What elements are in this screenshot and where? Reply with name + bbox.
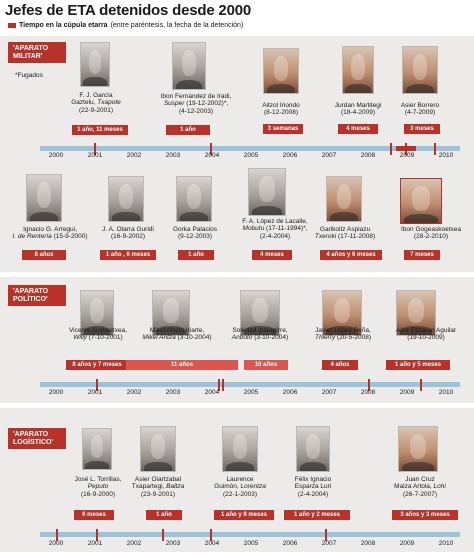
axis-year: 2009 xyxy=(399,389,415,396)
photo-esparza xyxy=(296,426,330,472)
photo-torrillas xyxy=(82,428,112,470)
axis-year: 2006 xyxy=(282,152,298,159)
person-name: Jurdan Martitegi (18-4-2009) xyxy=(334,102,382,117)
person-name: José L. Torrillas, Peputo (16-9-2000) xyxy=(74,476,122,498)
photo-oiartzabal xyxy=(140,426,176,472)
axis-year: 2007 xyxy=(321,389,337,396)
axis-year: 2008 xyxy=(360,540,376,547)
legend xyxy=(8,22,243,29)
time-badge: 1 año , 6 meses xyxy=(100,250,156,260)
person-name: Aitor Elizaran Aguilar (19-10-2009) xyxy=(395,327,457,342)
axis-year: 2002 xyxy=(126,152,142,159)
axis-year: 2008 xyxy=(360,152,376,159)
axis-year: 2003 xyxy=(165,540,181,547)
axis-year: 2002 xyxy=(126,540,142,547)
time-badge: 3 años y 3 meses xyxy=(392,510,458,520)
legend-swatch xyxy=(8,23,16,28)
section-label-politico: 'APARATO POLÍTICO' xyxy=(8,285,66,306)
time-badge: 1 año y 2 meses xyxy=(284,510,350,520)
axis-year: 2008 xyxy=(360,389,376,396)
person-name: Ibon Fernández de Iradi, Susper (19-12-2002)*, (4-12-2003) xyxy=(160,93,232,115)
axis-year: 2010 xyxy=(438,152,454,159)
axis-year: 2004 xyxy=(204,152,220,159)
time-badge: 4 meses xyxy=(252,250,292,260)
photo-lopez-lacalle xyxy=(248,168,286,216)
time-badge: 1 año, 11 meses xyxy=(72,125,128,135)
page-title: Jefes de ETA detenidos desde 2000 xyxy=(5,2,251,19)
person-name: Mikel Albizu Iriarte, Mikel Antza (3-10-2004) xyxy=(142,327,212,342)
person-name: J. A. Olarra Guridi (16-9-2002) xyxy=(102,226,154,241)
photo-guimon xyxy=(222,426,258,472)
time-badge: 1 año xyxy=(166,125,210,135)
person-name: Ibon Gogeaskoetxea (28-2-2010) xyxy=(401,226,461,241)
section-label-militar: 'APARATO MILITAR' xyxy=(8,42,66,63)
photo-arregui xyxy=(26,174,62,222)
axis-year: 2003 xyxy=(165,152,181,159)
person-name: Asier Borrero (4-7-2009) xyxy=(400,102,440,117)
person-name: Ignacio G. Arregui, I. de Rentería (15-9-2000) xyxy=(12,226,88,241)
photo-maiza-artola xyxy=(398,426,438,472)
photo-aspiazu xyxy=(326,176,362,222)
axis-year: 2004 xyxy=(204,540,220,547)
time-badge: 8 años xyxy=(22,250,66,260)
axis-year: 2000 xyxy=(48,540,64,547)
time-badge: 6 meses xyxy=(74,510,114,520)
person-name: Aitzol Iriondo (8-12-2008) xyxy=(262,102,300,117)
time-badge: 10 años xyxy=(244,360,288,370)
person-name: Asier Oiartzabal Txapartegi, Baltza (23-9-2001) xyxy=(131,476,185,498)
person-name: Félix Ignacio Esparza Luri (2-4-2004) xyxy=(294,476,332,498)
arrest-mark xyxy=(420,379,422,391)
fugados-note: *Fugados xyxy=(15,72,43,79)
timeline-axis xyxy=(40,382,460,387)
axis-year: 2005 xyxy=(243,389,259,396)
photo-borrero xyxy=(402,46,438,94)
time-badge: 4 años y 6 meses xyxy=(320,250,382,260)
time-badge: 1 año xyxy=(178,250,214,260)
timeline-axis xyxy=(40,532,460,537)
time-badge: 7 meses xyxy=(404,250,440,260)
axis-year: 2001 xyxy=(87,389,103,396)
photo-iriondo xyxy=(263,48,299,94)
axis-year: 2000 xyxy=(48,389,64,396)
axis-year: 2002 xyxy=(126,389,142,396)
person-name: F. J. García Gaztelu, Txapote (22-9-2001) xyxy=(71,92,121,114)
photo-palacios xyxy=(176,176,212,222)
person-name: Juan Cruz Maiza Artola, Lohi (26-7-2007) xyxy=(394,476,446,498)
axis-year: 2003 xyxy=(165,389,181,396)
axis-year: 2001 xyxy=(87,152,103,159)
time-badge: 1 año y 8 meses xyxy=(214,510,274,520)
legend-label: Tiempo en la cúpula etarra xyxy=(19,22,108,29)
person-name: F. A. López de Lacalle, Mobutu (17-11-1994)*, (2-4-2004) xyxy=(242,218,308,240)
axis-year: 2010 xyxy=(438,389,454,396)
axis-year: 2000 xyxy=(48,152,64,159)
photo-garcia-gaztelu xyxy=(80,42,110,87)
section-label-logistico: 'APARATO LOGÍSTICO' xyxy=(8,428,66,449)
time-badge: 4 años xyxy=(322,360,358,370)
axis-year: 2010 xyxy=(438,540,454,547)
axis-year: 2006 xyxy=(282,540,298,547)
person-name: Javier López Peña, Thierry (20-5-2008) xyxy=(314,327,371,342)
photo-fernandez-iradi xyxy=(172,42,206,90)
person-name: Vicente Goikoetxea, Willy (7-10-2001) xyxy=(68,327,128,342)
time-badge: 8 años y 7 meses xyxy=(66,360,128,370)
axis-year: 2005 xyxy=(243,540,259,547)
axis-year: 2001 xyxy=(87,540,103,547)
person-name: Gorka Palacios (9-12-2003) xyxy=(172,226,218,241)
time-badge: 3 meses xyxy=(404,124,440,134)
axis-year: 2005 xyxy=(243,152,259,159)
photo-olarra-guridi xyxy=(108,176,144,222)
person-name: Garikoitz Aspiazu Txeroki (17-11-2008) xyxy=(314,226,376,241)
axis-year: 2007 xyxy=(321,540,337,547)
time-badge: 11 años xyxy=(126,360,238,370)
person-name: Laurence Guimón, Lorentza (22-1-2003) xyxy=(214,476,266,498)
axis-year: 2006 xyxy=(282,389,298,396)
arrest-mark xyxy=(390,143,392,155)
time-badge: 1 año y 5 meses xyxy=(386,360,450,370)
axis-year: 2007 xyxy=(321,152,337,159)
person-name: Soledad Iparagirre, Anboto (3-10-2004) xyxy=(231,327,289,342)
photo-martitegi xyxy=(342,46,374,94)
time-badge: 4 meses xyxy=(338,124,378,134)
axis-year: 2004 xyxy=(204,389,220,396)
time-badge: 1 año xyxy=(146,510,182,520)
time-badge: 3 semanas xyxy=(263,124,303,134)
axis-year: 2009 xyxy=(399,540,415,547)
legend-note: (entre paréntesis, la fecha de la detención) xyxy=(110,22,244,29)
axis-year: 2009 xyxy=(399,152,415,159)
photo-gogeaskoetxea xyxy=(400,178,442,224)
